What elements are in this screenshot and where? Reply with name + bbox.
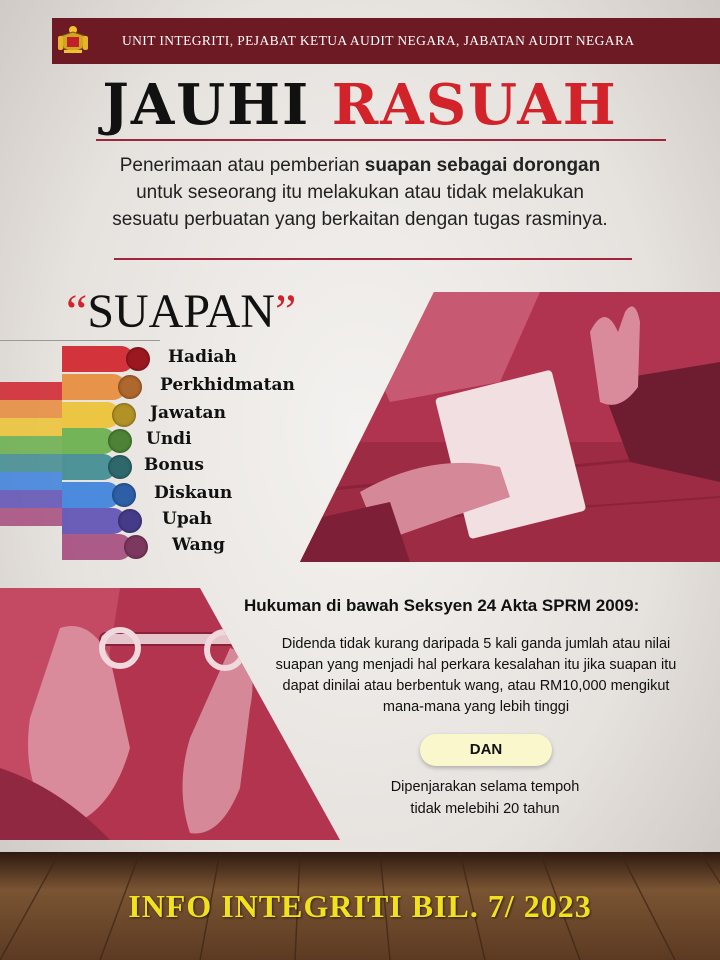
suapan-item-dot (118, 375, 142, 399)
penalty-line: Dipenjarakan selama tempoh (390, 779, 580, 795)
fine-line: Didenda tidak kurang daripada 5 kali ganda jumlah atau nilai (281, 636, 671, 652)
close-quote: ” (274, 285, 297, 338)
organization-name: UNIT INTEGRITI, PEJABAT KETUA AUDIT NEGARA, JABATAN AUDIT NEGARA (122, 33, 635, 48)
fine-line: suapan yang menjadi hal perkara kesalahan itu jika suapan itu (275, 657, 677, 673)
bribe-refusal-photo (300, 292, 720, 562)
suapan-item-dot (108, 455, 132, 479)
suapan-word: SUAPAN (87, 285, 275, 338)
intro-line2: untuk seseorang itu melakukan atau tidak melakukan (136, 182, 584, 203)
suapan-item-dot (124, 535, 148, 559)
rainbow-step (0, 436, 62, 454)
suapan-heading (66, 284, 296, 339)
penalty-line: tidak melebihi 20 tahun (410, 801, 560, 817)
open-quote: “ (66, 285, 88, 338)
imprisonment-description (350, 776, 620, 820)
suapan-item-bar (62, 508, 126, 534)
suapan-item-label: Bonus (144, 455, 204, 475)
suapan-item-bar (62, 346, 134, 372)
suapan-item-dot (112, 403, 136, 427)
suapan-item-bar (62, 374, 126, 400)
title-part1: JAUHI (102, 72, 311, 138)
rainbow-step (0, 418, 62, 436)
penalty-heading: Hukuman di bawah Seksyen 24 Akta SPRM 2009: (244, 596, 640, 615)
suapan-item-label: Jawatan (150, 403, 226, 423)
intro-line3: sesuatu perbuatan yang berkaitan dengan tugas rasminya. (112, 209, 608, 230)
fine-line: dapat dinilai atau berbentuk wang, atau RM10,000 mengikut (282, 678, 670, 694)
fine-line: mana-mana yang lebih tinggi (382, 699, 570, 715)
suapan-item-dot (108, 429, 132, 453)
rainbow-step (0, 490, 62, 508)
suapan-item-bar (62, 534, 132, 560)
rainbow-step (0, 454, 62, 472)
rainbow-step (0, 382, 62, 400)
rainbow-step (0, 400, 62, 418)
definition-text (60, 152, 660, 233)
suapan-item-label: Wang (172, 535, 225, 555)
coat-of-arms-icon (56, 22, 90, 56)
suapan-item-label: Undi (146, 429, 192, 449)
suapan-item-dot (126, 347, 150, 371)
title-divider (96, 139, 666, 141)
suapan-item-dot (118, 509, 142, 533)
intro-line1-text: Penerimaan atau pemberian (119, 155, 365, 176)
header-bar (52, 18, 720, 64)
rainbow-step (0, 472, 62, 490)
suapan-item-label: Upah (162, 509, 213, 529)
suapan-item-label: Diskaun (154, 483, 233, 503)
bulletin-footer: INFO INTEGRITI BIL. 7/ 2023 (128, 888, 592, 924)
intro-divider (114, 258, 632, 260)
suapan-item-label: Hadiah (168, 347, 237, 367)
suapan-item-label: Perkhidmatan (160, 375, 295, 395)
fine-description (252, 634, 700, 718)
page-title (0, 72, 720, 138)
suapan-item-dot (112, 483, 136, 507)
dan-badge: DAN (420, 734, 552, 766)
intro-line1-bold: suapan sebagai dorongan (364, 155, 601, 176)
staircase-top-line (0, 340, 160, 341)
title-part2: RASUAH (331, 72, 618, 138)
rainbow-step (0, 508, 62, 526)
